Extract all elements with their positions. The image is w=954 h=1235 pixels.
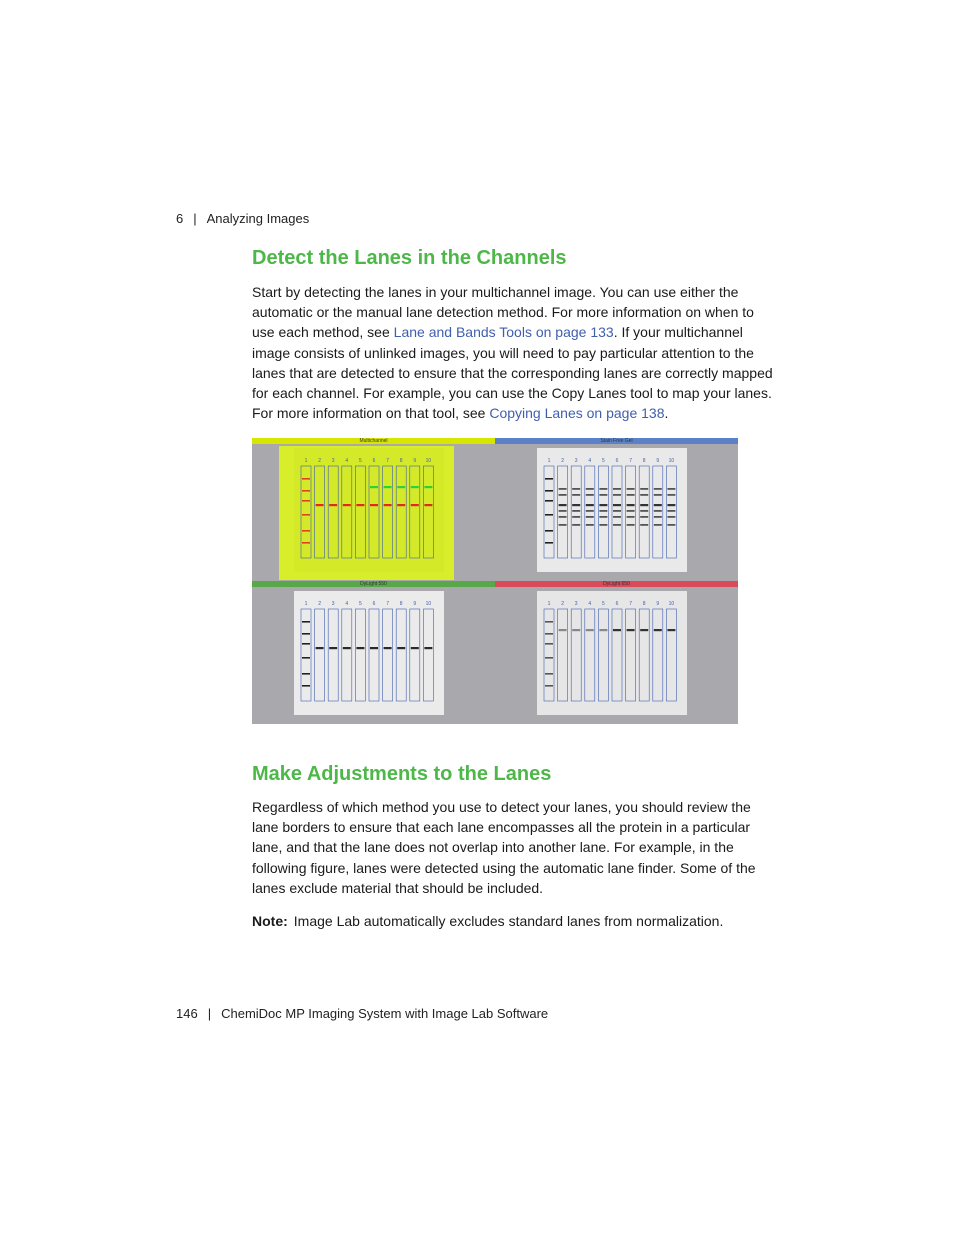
sample-band: [599, 488, 607, 490]
ladder-band: [545, 500, 553, 502]
sample-band: [384, 504, 392, 506]
footer-title: ChemiDoc MP Imaging System with Image Lab Software: [221, 1006, 549, 1021]
note-label: Note:: [252, 913, 288, 929]
panel-title: Multichannel: [359, 438, 388, 444]
multichannel-figure: [252, 438, 738, 724]
sample-band: [411, 504, 419, 506]
sample-band: [654, 524, 662, 526]
lane-number: 7: [629, 601, 632, 607]
sample-band: [667, 524, 675, 526]
lane-number: 9: [413, 458, 417, 464]
lane-number: 4: [588, 458, 592, 464]
sample-band: [599, 504, 607, 506]
paragraph-adjust-lanes: Regardless of which method you use to detect your lanes, you should review the lane borders to ensure that each lane encompasses all the protein in a particular lane, and that the lane does not overlap into another lane. For example, in the following figure, lanes were detected using the automatic lane finder. Some of the lanes exclude material that should be included.: [252, 799, 756, 896]
sample-band: [559, 510, 567, 512]
sample-band: [559, 494, 567, 496]
sample-band: [356, 647, 364, 649]
sample-band: [586, 524, 594, 526]
note: [252, 911, 777, 931]
link-copying-lanes[interactable]: Copying Lanes on page 138: [489, 405, 665, 422]
ladder-band: [302, 673, 310, 675]
sample-band: [424, 486, 432, 488]
sample-band: [316, 647, 324, 649]
lane-number: 8: [399, 458, 403, 464]
ladder-band: [302, 514, 310, 516]
lane-number: 5: [359, 601, 362, 607]
note-text: Image Lab automatically excludes standard lanes from normalization.: [293, 913, 724, 929]
sample-band: [397, 647, 405, 649]
ladder-band: [302, 657, 310, 659]
running-footer: 146 | ChemiDoc MP Imaging System with Image Lab Software: [176, 1006, 549, 1021]
lane-number: 8: [642, 458, 646, 464]
panel-title: Stain Free Gel: [600, 438, 633, 444]
sample-band: [654, 629, 662, 631]
running-header: 6 | Analyzing Images: [176, 211, 310, 226]
sample-band: [613, 524, 621, 526]
gel-image-multichannel: [252, 438, 495, 581]
section-title-detect-lanes: Detect the Lanes in the Channels: [252, 247, 567, 269]
sample-band: [599, 629, 607, 631]
sample-band: [586, 488, 594, 490]
sample-band: [384, 486, 392, 488]
sample-band: [559, 629, 567, 631]
link-lane-bands-tools[interactable]: Lane and Bands Tools on page 133: [393, 324, 614, 341]
ladder-band: [302, 500, 310, 502]
sample-band: [654, 494, 662, 496]
lane-number: 2: [561, 458, 564, 464]
lane-number: 6: [372, 458, 376, 464]
lane-number: 5: [602, 601, 605, 607]
lane-number: 7: [386, 601, 389, 607]
sample-band: [627, 510, 635, 512]
sample-band: [654, 504, 662, 506]
sample-band: [613, 516, 621, 518]
lane-number: 9: [656, 601, 660, 607]
sample-band: [613, 494, 621, 496]
sample-band: [613, 629, 621, 631]
lane-number: 6: [615, 601, 619, 607]
header-chapter: Analyzing Images: [206, 211, 310, 226]
lane-number: 2: [318, 458, 321, 464]
ladder-band: [302, 685, 310, 687]
lane-number: 3: [331, 601, 335, 607]
lane-number: 1: [547, 458, 551, 464]
lane-number: 10: [668, 601, 675, 607]
gel-image-stain-free: [495, 438, 738, 581]
ladder-band: [302, 643, 310, 645]
panel-title: DyLight 650: [603, 581, 630, 587]
lane-number: 1: [547, 601, 551, 607]
paragraph-detect-lanes: Start by detecting the lanes in your multichannel image. You can use either the automatic or the manual lane detection method. For more information on when to use each method, see Lane and Bands Tools on page 133. If your multichannel image consists of unlinked images, you will need to pay particular attention to the lanes that are detected to ensure that the corresponding lanes are correctly mapped for each channel. For example, you can use the Copy Lanes tool to map your lanes. For more information on that tool, see Copying Lanes on page 138.: [252, 284, 773, 422]
sample-band: [572, 488, 580, 490]
ladder-band: [302, 478, 310, 480]
lane-number: 4: [588, 601, 592, 607]
sample-band: [572, 504, 580, 506]
lane-number: 7: [386, 458, 389, 464]
sample-band: [411, 647, 419, 649]
lane-number: 9: [656, 458, 660, 464]
lane-number: 3: [574, 601, 578, 607]
sample-band: [627, 516, 635, 518]
lane-number: 2: [318, 601, 321, 607]
sample-band: [613, 488, 621, 490]
sample-band: [654, 488, 662, 490]
sample-band: [329, 504, 337, 506]
sample-band: [654, 516, 662, 518]
sample-band: [640, 494, 648, 496]
lane-number: 9: [413, 601, 417, 607]
sample-band: [599, 494, 607, 496]
lane-number: 6: [615, 458, 619, 464]
sample-band: [640, 516, 648, 518]
sample-band: [316, 504, 324, 506]
header-page-number: 6: [176, 211, 184, 226]
sample-band: [356, 504, 364, 506]
sample-band: [397, 486, 405, 488]
ladder-band: [545, 633, 553, 635]
sample-band: [370, 504, 378, 506]
sample-band: [572, 629, 580, 631]
sample-band: [667, 629, 675, 631]
sample-band: [599, 516, 607, 518]
lane-number: 4: [345, 458, 349, 464]
sample-band: [586, 629, 594, 631]
sample-band: [613, 504, 621, 506]
sample-band: [586, 504, 594, 506]
lane-number: 3: [574, 458, 578, 464]
ladder-band: [545, 514, 553, 516]
sample-band: [343, 647, 351, 649]
ladder-band: [545, 542, 553, 544]
lane-number: 10: [425, 458, 432, 464]
section-title-adjust-lanes: Make Adjustments to the Lanes: [252, 763, 552, 785]
sample-band: [559, 524, 567, 526]
panel-title: DyLight 550: [360, 581, 387, 587]
sample-band: [586, 510, 594, 512]
gel-image-dylight-650: [495, 581, 738, 724]
ladder-band: [302, 530, 310, 532]
sample-band: [640, 504, 648, 506]
lane-number: 8: [399, 601, 403, 607]
sample-band: [599, 524, 607, 526]
sample-band: [370, 647, 378, 649]
panel-dylight-550: [252, 581, 495, 724]
lane-number: 5: [359, 458, 362, 464]
sample-band: [586, 516, 594, 518]
lane-number: 3: [331, 458, 335, 464]
sample-band: [586, 494, 594, 496]
sample-band: [384, 647, 392, 649]
sample-band: [667, 516, 675, 518]
sample-band: [572, 524, 580, 526]
sample-band: [397, 504, 405, 506]
sample-band: [559, 516, 567, 518]
ladder-band: [302, 542, 310, 544]
ladder-band: [302, 633, 310, 635]
panel-stain-free: [495, 438, 738, 581]
lane-number: 1: [304, 458, 308, 464]
sample-band: [667, 504, 675, 506]
sample-band: [572, 516, 580, 518]
sample-band: [370, 486, 378, 488]
sample-band: [559, 488, 567, 490]
sample-band: [627, 494, 635, 496]
panel-multichannel: [252, 438, 495, 581]
sample-band: [627, 504, 635, 506]
ladder-band: [545, 685, 553, 687]
sample-band: [654, 510, 662, 512]
sample-band: [627, 488, 635, 490]
ladder-band: [545, 530, 553, 532]
sample-band: [640, 488, 648, 490]
lane-number: 5: [602, 458, 605, 464]
sample-band: [640, 510, 648, 512]
lane-number: 2: [561, 601, 564, 607]
panel-dylight-650: [495, 581, 738, 724]
sample-band: [627, 524, 635, 526]
sample-band: [424, 647, 432, 649]
sample-band: [613, 510, 621, 512]
sample-band: [667, 510, 675, 512]
gel-image-dylight-550: [252, 581, 495, 724]
lane-number: 10: [425, 601, 432, 607]
footer-page-number: 146: [176, 1006, 198, 1021]
lane-number: 10: [668, 458, 675, 464]
sample-band: [329, 647, 337, 649]
sample-band: [667, 494, 675, 496]
lane-number: 6: [372, 601, 376, 607]
lane-number: 8: [642, 601, 646, 607]
sample-band: [599, 510, 607, 512]
ladder-band: [302, 490, 310, 492]
ladder-band: [545, 673, 553, 675]
sample-band: [667, 488, 675, 490]
sample-band: [411, 486, 419, 488]
sample-band: [627, 629, 635, 631]
sample-band: [343, 504, 351, 506]
ladder-band: [302, 621, 310, 623]
lane-number: 7: [629, 458, 632, 464]
ladder-band: [545, 643, 553, 645]
lane-number: 4: [345, 601, 349, 607]
ladder-band: [545, 490, 553, 492]
ladder-band: [545, 657, 553, 659]
sample-band: [572, 510, 580, 512]
sample-band: [424, 504, 432, 506]
lane-number: 1: [304, 601, 308, 607]
sample-band: [559, 504, 567, 506]
sample-band: [572, 494, 580, 496]
ladder-band: [545, 478, 553, 480]
sample-band: [640, 524, 648, 526]
ladder-band: [545, 621, 553, 623]
sample-band: [640, 629, 648, 631]
